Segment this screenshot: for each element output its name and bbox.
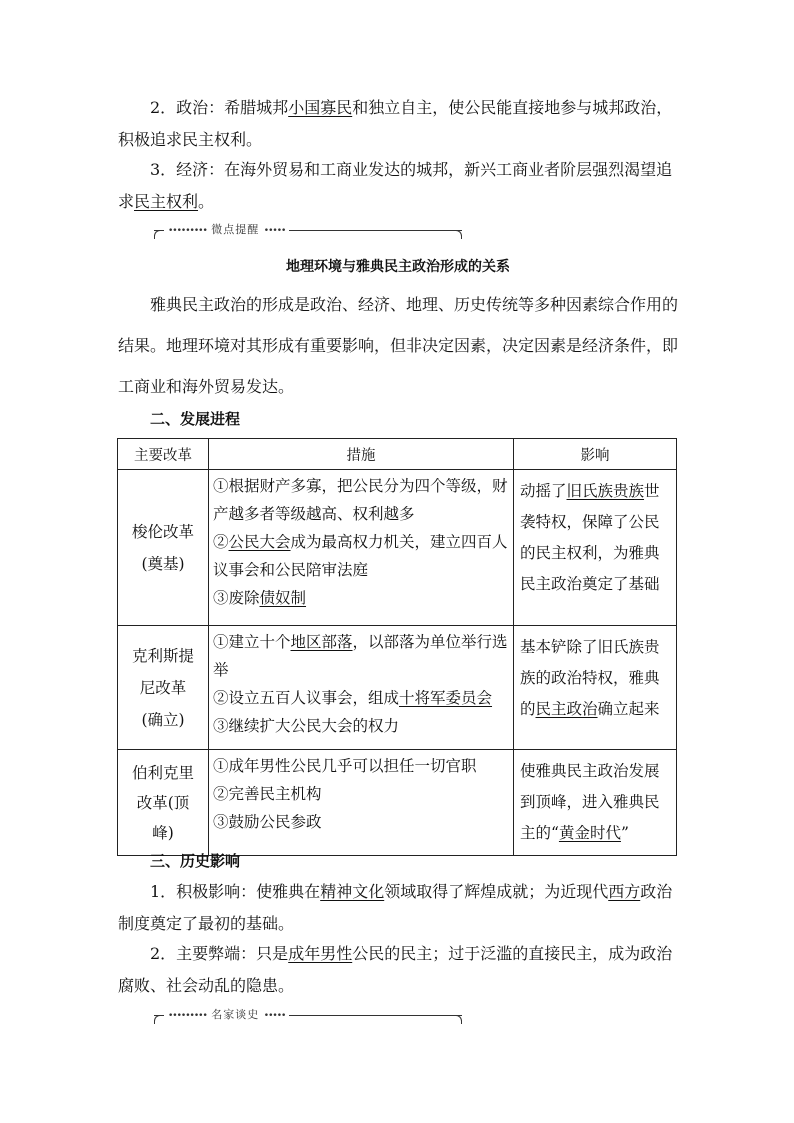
table-row — [118, 626, 677, 750]
section-heading-impact: 三、历史影响 — [150, 852, 241, 870]
reform-impact: 使雅典民主政治发展到顶峰，进入雅典民主的“黄金时代” — [514, 750, 677, 856]
reform-table — [117, 438, 677, 856]
politics-paragraph — [118, 92, 678, 156]
reform-name: 伯利克里 改革(顶 峰) — [118, 750, 209, 856]
tip-label: ••••••••• 微点提醒 ••••• — [164, 221, 289, 237]
section-heading-progress: 二、发展进程 — [150, 410, 241, 428]
reform-name: 梭伦改革 (奠基) — [118, 470, 209, 626]
positive-impact-paragraph: 1．积极影响：使雅典在精神文化领域取得了辉煌成就；为近现代西方政治制度奠定了最初的基础。 — [118, 882, 673, 933]
column-header: 影响 — [514, 439, 677, 470]
table-row — [118, 470, 677, 626]
text-run: 3．经济：在海外贸易和工商业发达的城邦，新兴工商业者阶层强烈渴望追求 — [118, 160, 673, 211]
underlined-term: 小国寡民 — [288, 98, 353, 117]
reform-measures: ①建立十个地区部落，以部落为单位举行选举 ②设立五百人议事会，组成十将军委员会 ③继续扩大公民大会的权力 — [209, 626, 514, 750]
text-run: 2．政治：希腊城邦 — [150, 98, 289, 117]
famous-history-label: ••••••••• 名家谈史 ••••• — [164, 1006, 289, 1022]
underlined-term: 民主权利 — [134, 192, 199, 211]
tip-title: 地理环境与雅典民主政治形成的关系 — [286, 259, 510, 275]
famous-history-divider — [154, 1008, 462, 1024]
table-row — [118, 750, 677, 856]
reform-impact: 基本铲除了旧氏族贵族的政治特权，雅典的民主政治确立起来 — [514, 626, 677, 750]
column-header: 措施 — [209, 439, 514, 470]
economy-paragraph — [118, 154, 678, 218]
tip-divider — [154, 223, 462, 239]
reform-name: 克利斯提 尼改革 (确立) — [118, 626, 209, 750]
drawbacks-paragraph: 2．主要弊端：只是成年男性公民的民主；过于泛滥的直接民主，成为政治腐败、社会动乱的隐患。 — [118, 944, 673, 995]
reform-impact: 动摇了旧氏族贵族世袭特权，保障了公民的民主权利，为雅典民主政治奠定了基础 — [514, 470, 677, 626]
reform-measures: ①成年男性公民几乎可以担任一切官职 ②完善民主机构 ③鼓励公民参政 — [209, 750, 514, 856]
reform-measures: ①根据财产多寡，把公民分为四个等级，财产越多者等级越高、权利越多 ②公民大会成为最高权力机关，建立四百人议事会和公民陪审法庭 ③废除债奴制 — [209, 470, 514, 626]
table-header-row — [118, 439, 677, 470]
tip-body: 雅典民主政治的形成是政治、经济、地理、历史传统等多种因素综合作用的结果。地理环境对其形成有重要影响，但非决定因素，决定因素是经济条件，即工商业和海外贸易发达。 — [118, 295, 679, 396]
text-run: 和独立自主，使公民能直接地参与城邦政治，积极追求民主权利。 — [118, 98, 673, 149]
column-header: 主要改革 — [118, 439, 209, 470]
text-run: 。 — [198, 192, 215, 211]
